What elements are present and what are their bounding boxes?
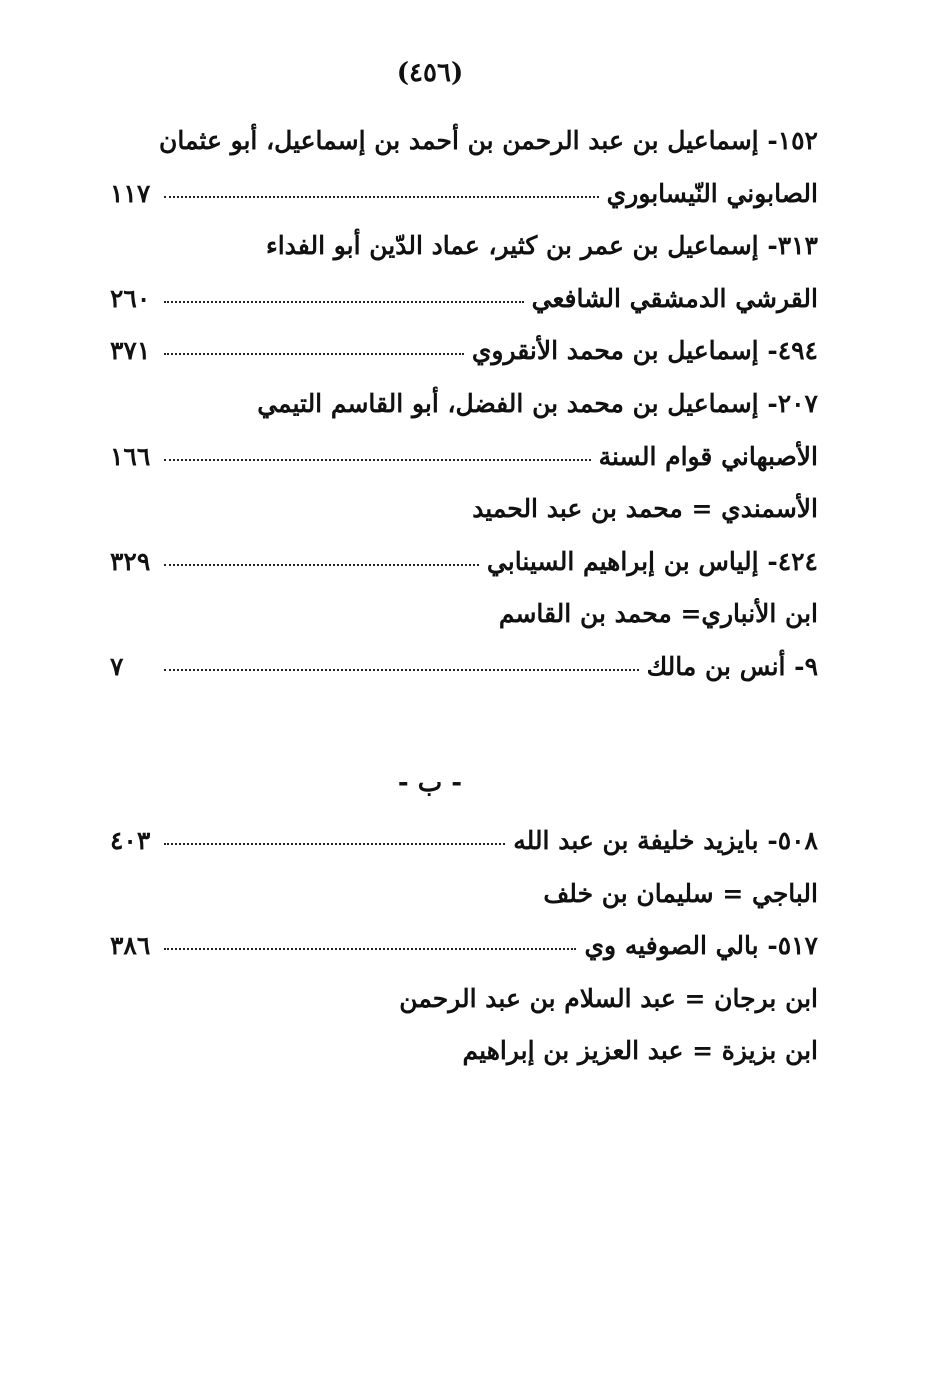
dot-leader [164, 948, 576, 950]
dot-leader [164, 843, 505, 845]
section-heading-ba: - ب - [397, 768, 463, 798]
index-entry [110, 1036, 818, 1089]
entry-text: ٥٠٨- بايزيد خليفة بن عبد الله [513, 826, 818, 855]
index-entry [110, 931, 818, 984]
entry-text: الباجي = سليمان بن خلف [543, 878, 818, 908]
dot-leader [164, 196, 599, 198]
index-entry [110, 826, 818, 879]
index-entry [110, 547, 818, 600]
entry-text: ابن بزيزة = عبد العزيز بن إبراهيم [462, 1036, 818, 1066]
index-entry [110, 126, 818, 179]
entry-page-number: ٧ [110, 651, 124, 681]
entry-text: القرشي الدمشقي الشافعي [531, 283, 818, 313]
entry-text: ٤٩٤- إسماعيل بن محمد الأنقروي [471, 336, 818, 366]
entry-text: ٥١٧- بالي الصوفيه وي [584, 931, 818, 961]
entry-page-number: ٣٢٩ [110, 546, 151, 576]
dot-leader [164, 353, 464, 355]
entry-page-number: ٢٦٠ [110, 283, 151, 313]
index-entry [110, 494, 818, 547]
entry-text: ابن الأنباري= محمد بن القاسم [498, 599, 818, 629]
entry-text: الأصبهاني قوام السنة [598, 441, 818, 471]
dot-leader [164, 564, 479, 566]
index-entry [110, 231, 818, 284]
index-entry [110, 284, 818, 337]
index-entry [110, 984, 818, 1037]
index-entry [110, 879, 818, 932]
entry-page-number: ٣٨٦ [110, 931, 151, 961]
entry-text: ١٥٢- إسماعيل بن عبد الرحمن بن أحمد بن إسماعيل، أبو عثمان [158, 126, 818, 155]
dot-leader [164, 301, 524, 303]
entry-text: ٤٢٤- إلياس بن إبراهيم السينابي [486, 546, 818, 576]
entry-text: الصابوني النّيسابوري [606, 178, 818, 208]
page-number: (٤٥٦) [396, 58, 464, 88]
entry-page-number: ٣٧١ [110, 336, 151, 366]
dot-leader [164, 669, 639, 671]
entry-text: ٣١٣- إسماعيل بن عمر بن كثير، عماد الدّين أبو الفداء [265, 231, 818, 261]
entry-text: الأسمندي = محمد بن عبد الحميد [472, 494, 818, 524]
index-entry [110, 336, 818, 389]
index-entry [110, 652, 818, 705]
index-entry [110, 599, 818, 652]
entry-text: ابن برجان = عبد السلام بن عبد الرحمن [399, 983, 818, 1013]
entry-page-number: ٤٠٣ [110, 826, 151, 855]
index-entries-alif [110, 126, 818, 705]
entry-page-number: ١١٧ [110, 178, 151, 208]
entry-text: ٢٠٧- إسماعيل بن محمد بن الفضل، أبو القاسم التيمي [257, 388, 818, 418]
index-entry [110, 389, 818, 442]
index-entry [110, 179, 818, 232]
index-entries-ba [110, 826, 818, 1089]
index-entry [110, 442, 818, 495]
dot-leader [164, 459, 591, 461]
entry-text: ٩- أنس بن مالك [646, 651, 818, 681]
entry-page-number: ١٦٦ [110, 441, 151, 471]
